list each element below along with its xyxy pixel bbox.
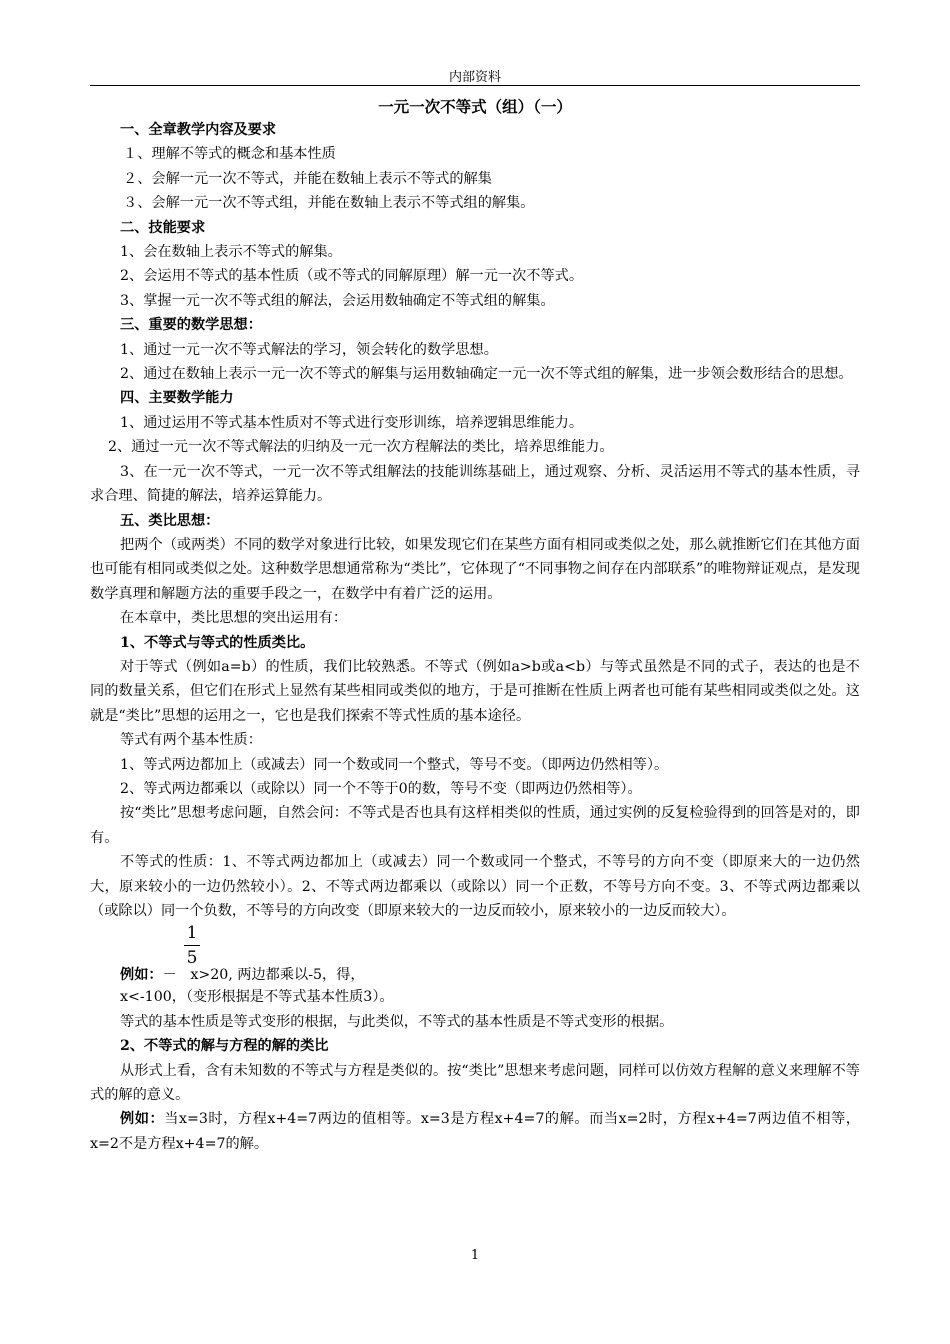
- list-item: 1、会在数轴上表示不等式的解集。: [120, 244, 342, 261]
- list-item: 2、通过在数轴上表示一元一次不等式的解集与运用数轴确定一元一次不等式组的解集，进一步领会数形结合的思想。: [120, 366, 853, 383]
- list-item: 1、通过运用不等式基本性质对不等式进行变形训练，培养逻辑思维能力。: [120, 414, 584, 431]
- list-item: 2、通过一元一次不等式解法的归纳及一元一次方程解法的类比，培养思维能力。: [108, 439, 614, 456]
- fraction: [184, 923, 200, 968]
- paragraph: [90, 1107, 860, 1156]
- list-item: ２、会解一元一次不等式，并能在数轴上表示不等式的解集: [123, 170, 492, 187]
- example-inequality: [90, 923, 860, 985]
- fraction-bar: [184, 945, 200, 946]
- fraction-denominator: 5: [186, 948, 198, 969]
- list-item: １、理解不等式的概念和基本性质: [123, 146, 336, 163]
- document-body: [90, 96, 860, 1156]
- paragraph: 等式有两个基本性质：: [120, 732, 262, 749]
- example-line: [120, 963, 365, 987]
- example-label: 例如：: [120, 967, 163, 984]
- paragraph: 在本章中，类比思想的突出运用有：: [120, 610, 348, 627]
- paragraph: 等式的基本性质是等式变形的根据，与此类似，不等式的基本性质是不等式变形的根据。: [120, 1013, 674, 1030]
- page-header: 内部资料: [448, 70, 501, 85]
- minus-sign: －: [162, 967, 177, 984]
- paragraph: 对于等式（例如a=b）的性质，我们比较熟悉。不等式（例如a>b或a<b）与等式虽然是不同的式子，表达的也是不同的数量关系，但它们在形式上显然有某些相同或类似的地方，于是可推断在性质上两者也可能有某些相同或类似之处。这就是“类比”思想的运用之一，它也是我们探索不等式性质的基本途径。: [90, 658, 860, 724]
- list-item: 3、在一元一次不等式，一元一次不等式组解法的技能训练基础上，通过观察、分析、灵活运用不等式的基本性质，寻求合理、简捷的解法，培养运算能力。: [90, 463, 860, 505]
- page-number: 1: [470, 1248, 480, 1263]
- example-label: 例如：: [120, 1111, 165, 1128]
- paragraph: 按“类比”思想考虑问题，自然会问：不等式是否也具有这样相类似的性质，通过实例的反复检验得到的回答是对的，即有。: [90, 805, 860, 846]
- fraction-numerator: 1: [186, 923, 198, 944]
- paragraph: 从形式上看，含有未知数的不等式与方程是类似的。按“类比”思想来考虑问题，同样可以仿效方程解的意义来理解不等式的解的意义。: [90, 1062, 860, 1104]
- section-heading-4: 四、主要数学能力: [120, 390, 234, 407]
- document-title: 一元一次不等式（组）（一）: [378, 97, 572, 116]
- example-result: x<-100，（变形根据是不等式基本性质3）。: [120, 989, 394, 1006]
- list-item: 2、会运用不等式的基本性质（或不等式的同解原理）解一元一次不等式。: [120, 268, 584, 285]
- list-item: 1、通过一元一次不等式解法的学习，领会转化的数学思想。: [120, 341, 498, 358]
- paragraph: 1、等式两边都加上（或减去）同一个数或同一个整式，等号不变。（即两边仍然相等）。: [120, 756, 669, 773]
- section-heading-3: 三、重要的数学思想：: [120, 317, 262, 334]
- section-heading-2: 二、技能要求: [120, 219, 206, 236]
- example-expression: x>20, 两边都乘以-5，得，: [190, 967, 365, 984]
- subsection-heading-2: 2、不等式的解与方程的解的类比: [120, 1038, 329, 1055]
- section-heading-1: 一、全章教学内容及要求: [120, 122, 277, 138]
- paragraph: 不等式的性质：1、不等式两边都加上（或减去）同一个数或同一个整式，不等号的方向不变（即原来大的一边仍然大，原来较小的一边仍然较小）。2、不等式两边都乘以（或除以）同一个正数，不等号方向不变。3、不等式两边都乘以（或除以）同一个负数，不等号的方向改变（即原来较大的一边反而较小，原来较小的一边反而较大）。: [90, 854, 860, 919]
- section-heading-5: 五、类比思想：: [120, 512, 220, 529]
- paragraph: 把两个（或两类）不同的数学对象进行比较，如果发现它们在某些方面有相同或类似之处，那么就推断它们在其他方面也可能有相同或类似之处。这种数学思想通常称为“类比”，它体现了“不同事物之间存在内部联系”的唯物辩证观点，是发现数学真理和解题方法的重要手段之一，在数学中有着广泛的运用。: [90, 536, 860, 602]
- paragraph: 2、等式两边都乘以（或除以）同一个不等于0的数，等号不变（即两边仍然相等）。: [120, 780, 642, 797]
- example-text: 当x=3时，方程x+4=7两边的值相等。x=3是方程x+4=7的解。而当x=2时，方程x+4=7两边值不相等，x=2不是方程x+4=7的解。: [90, 1111, 860, 1152]
- list-item: 3、掌握一元一次不等式组的解法，会运用数轴确定不等式组的解集。: [120, 292, 555, 309]
- list-item: ３、会解一元一次不等式组，并能在数轴上表示不等式组的解集。: [123, 195, 535, 212]
- header-rule: [90, 85, 860, 86]
- subsection-heading-1: 1、不等式与等式的性质类比。: [120, 634, 315, 651]
